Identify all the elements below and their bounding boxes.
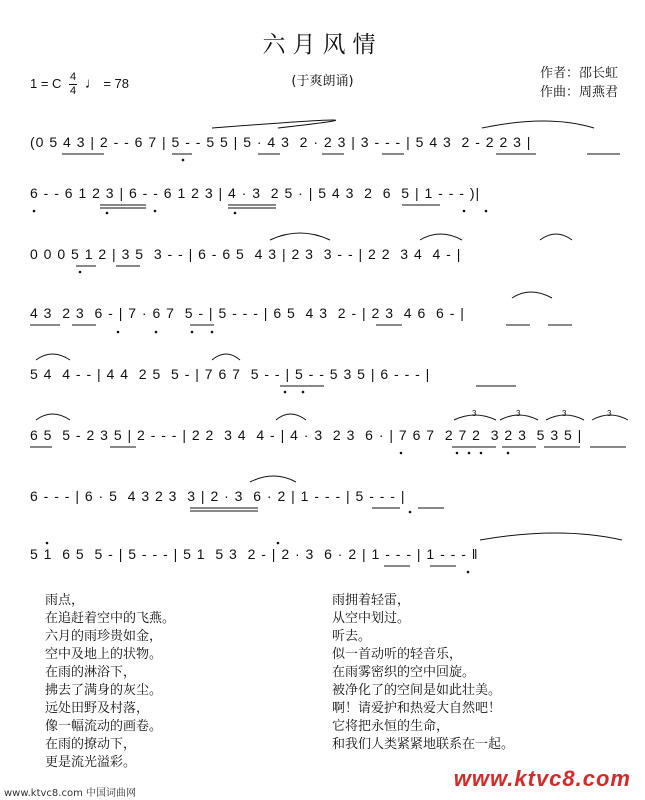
quarter-note-icon: ♩: [84, 74, 100, 92]
composer: 作曲：周燕君: [540, 85, 619, 100]
score-line: 5 4 4 - - | 4 4 2 5 5 - | 7 6 7 5 - - | 5 - - 5 3 5 | 6 - - - |: [30, 366, 431, 382]
credits: [540, 64, 618, 102]
lyric-line: 在雨的淋浴下，: [45, 665, 137, 680]
lyric-line: 从空中划过。: [332, 611, 411, 626]
song-title: 六月风情: [262, 32, 383, 58]
lyric-line: 在追赶着空中的飞燕。: [45, 611, 176, 626]
performer-note: (于爽朗诵): [291, 74, 354, 89]
score-line: 6 - - - | 6 · 5 4 3 2 3 3 | 2 · 3 6 · 2 | 1 - - - | 5 - - - |: [30, 488, 406, 504]
lyric-line: 听去。: [332, 629, 372, 644]
score-line: 0 0 0 5 1 2 | 3 5 3 - - | 6 - 6 5 4 3 | 2 3 3 - - | 2 2 3 4 4 - |: [30, 246, 462, 262]
score-line: 6 - - 6 1 2 3 | 6 - - 6 1 2 3 | 4 · 3 2 5 · | 5 4 3 2 6 5 | 1 - - - )|: [30, 185, 481, 201]
lyric-line: 六月的雨珍贵如金，: [45, 629, 163, 644]
lyrics-left: [45, 592, 175, 772]
score-line: (0 5 4 3 | 2 - - 6 7 | 5 - - 5 5 | 5 · 4 3 2 · 2 3 | 3 - - - | 5 4 3 2 - 2 2 3 |: [30, 134, 532, 150]
triplet-mark: 3: [562, 409, 567, 418]
time-signature-top: 4: [70, 71, 77, 83]
lyric-line: 被净化了的空间是如此壮美。: [332, 683, 502, 698]
score-line: 4 3 2 3 6 - | 7 · 6 7 5 - | 5 - - - | 6 5 4 3 2 - | 2 3 4 6 6 - |: [30, 305, 465, 321]
triplet-mark: 3: [472, 409, 477, 418]
lyric-line: 在雨雾密织的空中回旋。: [332, 665, 476, 680]
site-watermark: www.ktvc8.com: [453, 766, 631, 791]
lyric-line: 像一幅流动的画卷。: [45, 719, 163, 734]
lyric-line: 雨点，: [45, 593, 85, 608]
lyric-line: 似一首动听的轻音乐，: [332, 647, 463, 662]
time-signature-bottom: 4: [70, 85, 77, 97]
lyric-line: 空中及地上的状物。: [45, 647, 163, 662]
lyric-line: 它将把永恒的生命，: [332, 719, 450, 734]
triplet-mark: 3: [607, 409, 612, 418]
footer-credit: www.ktvc8.com 中国词曲网: [4, 788, 137, 799]
score-line: 6 5 5 - 2 3 5 | 2 - - - | 2 2 3 4 4 - | 4 · 3 2 3 6 · | 7 6 7 2 7 2 3 2 3 5 3 5 |: [30, 427, 583, 443]
lyricist: 作者：邵长虹: [540, 66, 619, 81]
triplet-mark: 3: [516, 409, 521, 418]
score-line: 5 1 6 5 5 - | 5 - - - | 5 1 5 3 2 - | 2 · 3 6 · 2 | 1 - - - | 1 - - - ‖: [30, 546, 479, 562]
lyrics-right: [332, 592, 514, 754]
lyric-line: 远处田野及村落，: [45, 701, 150, 716]
lyric-line: 在雨的撩动下，: [45, 737, 137, 752]
lyric-line: 雨拥着轻雷，: [332, 593, 411, 608]
lyric-line: 拂去了满身的灰尘。: [45, 683, 163, 698]
lyric-line: 啊！请爱护和热爱大自然吧！: [332, 701, 502, 716]
lyric-line: 更是流光溢彩。: [45, 755, 137, 770]
key-signature: 1 = C: [30, 75, 62, 91]
tempo-value: = 78: [103, 75, 129, 91]
lyric-line: 和我们人类紧紧地联系在一起。: [332, 737, 515, 752]
